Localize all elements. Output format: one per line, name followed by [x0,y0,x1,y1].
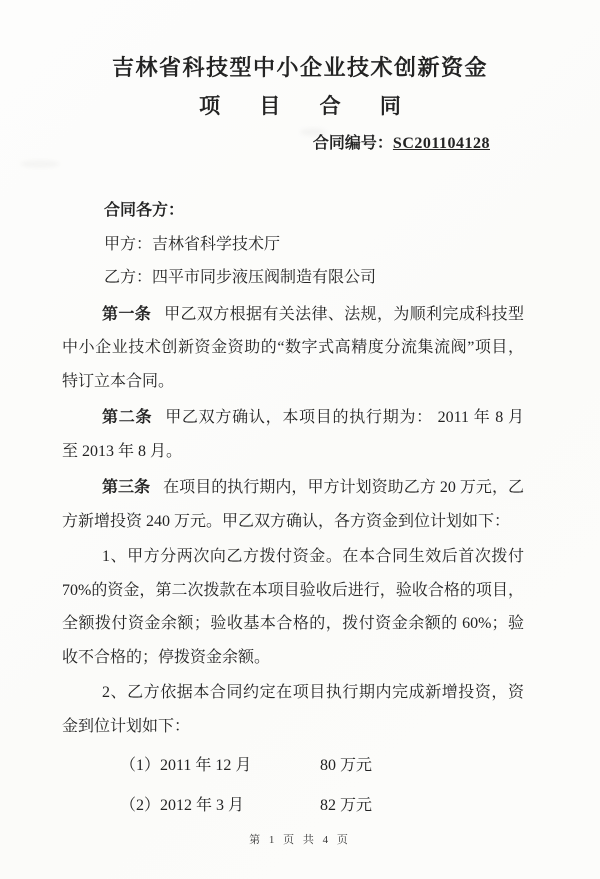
clause-3-item-2: 2、乙方依据本合同约定在项目执行期内完成新增投资，资金到位计划如下： [62,684,524,735]
document-title-line1: 吉林省科技型中小企业技术创新资金 [111,55,488,80]
parties-heading: 合同各方： [104,202,185,219]
contract-number-value: SC201104128 [392,135,490,152]
party-b-line [104,261,524,295]
clause-1-text: 甲乙双方根据有关法律、法规，为顺利完成科技型中小企业技术创新资金资助的“数字式高精度分流集流阀”项目，特订立本合同。 [62,305,524,390]
page-number: 第 1 页 共 4 页 [249,834,351,846]
clause-1-label: 第一条 [102,305,152,323]
party-a-line [104,228,524,262]
clause-2-text: 甲乙双方确认，本项目的执行期为： 2011 年 8 月 至 2013 年 8 月。 [62,409,524,460]
schedule-row-1 [62,749,524,783]
clause-3-label: 第三条 [102,479,151,496]
party-b-name: 四平市同步液压阀制造有限公司 [152,269,377,286]
clause-2 [62,401,524,468]
schedule-2-amount: 82 万元 [320,797,373,814]
party-a-label: 甲方： [104,235,153,253]
schedule-1-amount: 80 万元 [320,757,373,774]
clause-2-label: 第二条 [102,409,153,426]
clause-3-text: 在项目的执行期内，甲方计划资助乙方 20 万元，乙方新增投资 240 万元。甲乙双方确认，各方资金到位计划如下： [62,479,524,530]
clause-3-item-1: 1、甲方分两次向乙方拨付资金。在本合同生效后首次拨付 70%的资金，第二次拨款在本项目验收后进行，验收合格的项目，全额拨付资金余额；验收基本合格的，拨付资金余额的 60%；验收不合格的；停拨资金余额。 [62,548,524,666]
contract-number-line [0,132,600,156]
scan-artifact [300,128,326,136]
party-a-name: 吉林省科学技术厅 [152,235,281,253]
document-title-line2: 项 目 合 同 [199,94,418,118]
clause-3 [62,471,524,538]
parties-section [62,194,524,295]
document-body [62,194,524,823]
schedule-row-2 [62,789,524,823]
contract-number-label: 合同编号： [312,135,393,152]
schedule-1-date: （1）2011 年 12 月 [120,757,252,774]
scan-artifact [20,160,60,168]
schedule-2-date: （2）2012 年 3 月 [120,797,245,814]
party-b-label: 乙方： [104,269,153,286]
clause-1 [62,298,524,399]
